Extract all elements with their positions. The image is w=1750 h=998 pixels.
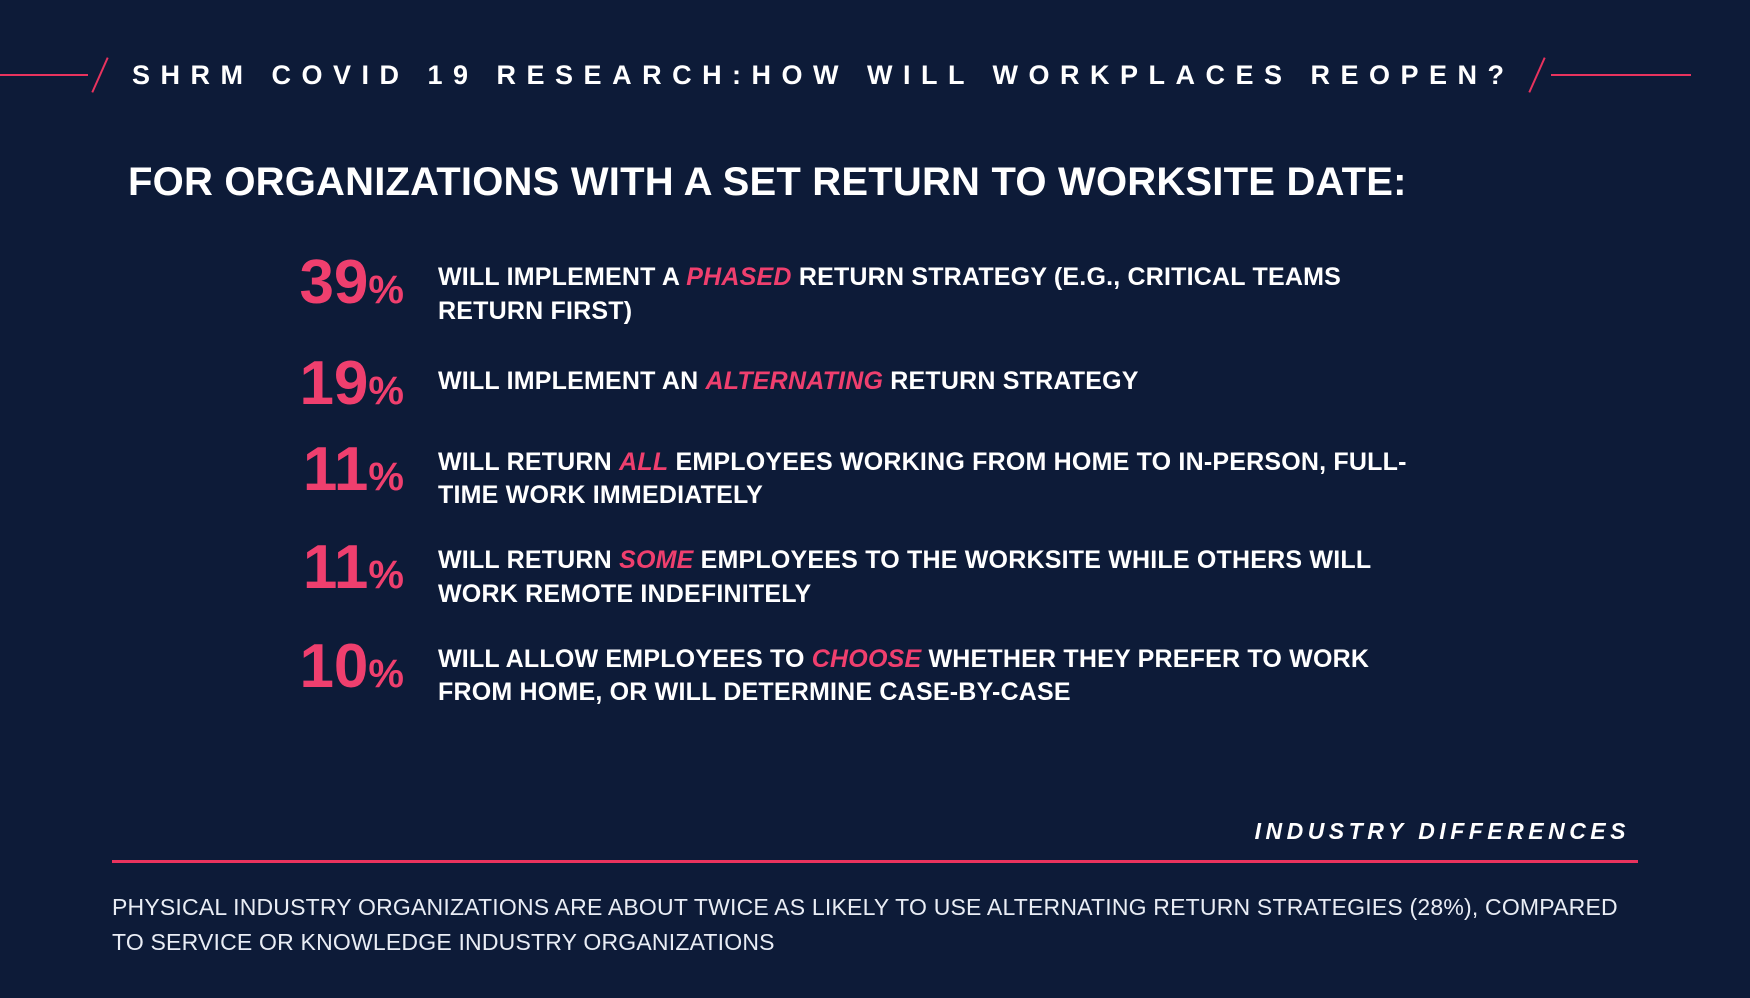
stat-number: 39 xyxy=(299,248,369,317)
eyebrow-title: SHRM COVID 19 RESEARCH:HOW WILL WORKPLACES REOPEN? xyxy=(132,59,1515,90)
stat-description xyxy=(438,535,1438,612)
percent-symbol: % xyxy=(368,368,404,413)
stat-text-before: WILL RETURN xyxy=(438,447,620,476)
stat-emphasis: CHOOSE xyxy=(811,644,922,673)
stat-value xyxy=(128,434,438,504)
stat-text-after: WHETHER THEY PREFER TO WORK FROM HOME, OR WILL DETERMINE CASE-BY-CASE xyxy=(438,644,1370,707)
stat-text-before: WILL ALLOW EMPLOYEES TO xyxy=(438,644,812,673)
stat-value xyxy=(128,533,438,602)
stat-description xyxy=(438,437,1438,514)
stat-number: 19 xyxy=(299,348,369,418)
eyebrow-right-rule xyxy=(1551,74,1691,76)
percent-symbol: % xyxy=(368,553,404,597)
stat-row xyxy=(128,434,1628,514)
eyebrow-right-slash-icon xyxy=(1525,58,1551,92)
page-title: FOR ORGANIZATIONS WITH A SET RETURN TO WORKSITE DATE: xyxy=(128,160,1407,204)
stat-description xyxy=(438,351,1438,399)
percent-symbol: % xyxy=(368,651,404,696)
stat-row xyxy=(128,535,1628,612)
stat-row xyxy=(128,248,1628,329)
stat-value xyxy=(128,348,438,418)
stat-text-after: EMPLOYEES WORKING FROM HOME TO IN-PERSON, FULL-TIME WORK IMMEDIATELY xyxy=(438,447,1407,510)
stat-emphasis: SOME xyxy=(619,546,694,574)
stat-text-before: WILL IMPLEMENT A xyxy=(438,263,687,291)
stat-text-before: WILL IMPLEMENT AN xyxy=(438,366,706,395)
stat-text-after: RETURN STRATEGY xyxy=(883,366,1139,395)
stat-row xyxy=(128,631,1628,711)
stat-list xyxy=(128,248,1628,732)
footer-section-label: INDUSTRY DIFFERENCES xyxy=(1254,818,1630,844)
stat-number: 11 xyxy=(302,434,369,504)
stat-description xyxy=(438,252,1438,329)
stat-emphasis: PHASED xyxy=(686,263,792,291)
percent-symbol: % xyxy=(368,454,404,499)
stat-emphasis: ALL xyxy=(619,447,669,476)
stat-number: 11 xyxy=(302,533,369,602)
percent-symbol: % xyxy=(368,268,404,312)
stat-emphasis: ALTERNATING xyxy=(705,366,884,395)
stat-row xyxy=(128,348,1628,418)
stat-value xyxy=(128,631,438,701)
stat-number: 10 xyxy=(299,631,369,701)
eyebrow-left-slash-icon xyxy=(88,58,114,92)
stat-description xyxy=(438,634,1438,711)
footer-divider xyxy=(112,860,1638,863)
stat-text-after: EMPLOYEES TO THE WORKSITE WHILE OTHERS WILL WORK REMOTE INDEFINITELY xyxy=(438,546,1371,608)
stat-text-after: RETURN STRATEGY (E.G., CRITICAL TEAMS RETURN FIRST) xyxy=(438,263,1341,325)
stat-text-before: WILL RETURN xyxy=(438,546,620,574)
stat-value xyxy=(128,248,438,317)
eyebrow-banner xyxy=(0,52,1750,98)
eyebrow-left-rule xyxy=(0,74,88,76)
footer-note: PHYSICAL INDUSTRY ORGANIZATIONS ARE ABOUT TWICE AS LIKELY TO USE ALTERNATING RETURN STRATEGIES (28%), COMPARED TO SERVICE OR KNOWLEDGE INDUSTRY ORGANIZATIONS xyxy=(112,894,1618,955)
